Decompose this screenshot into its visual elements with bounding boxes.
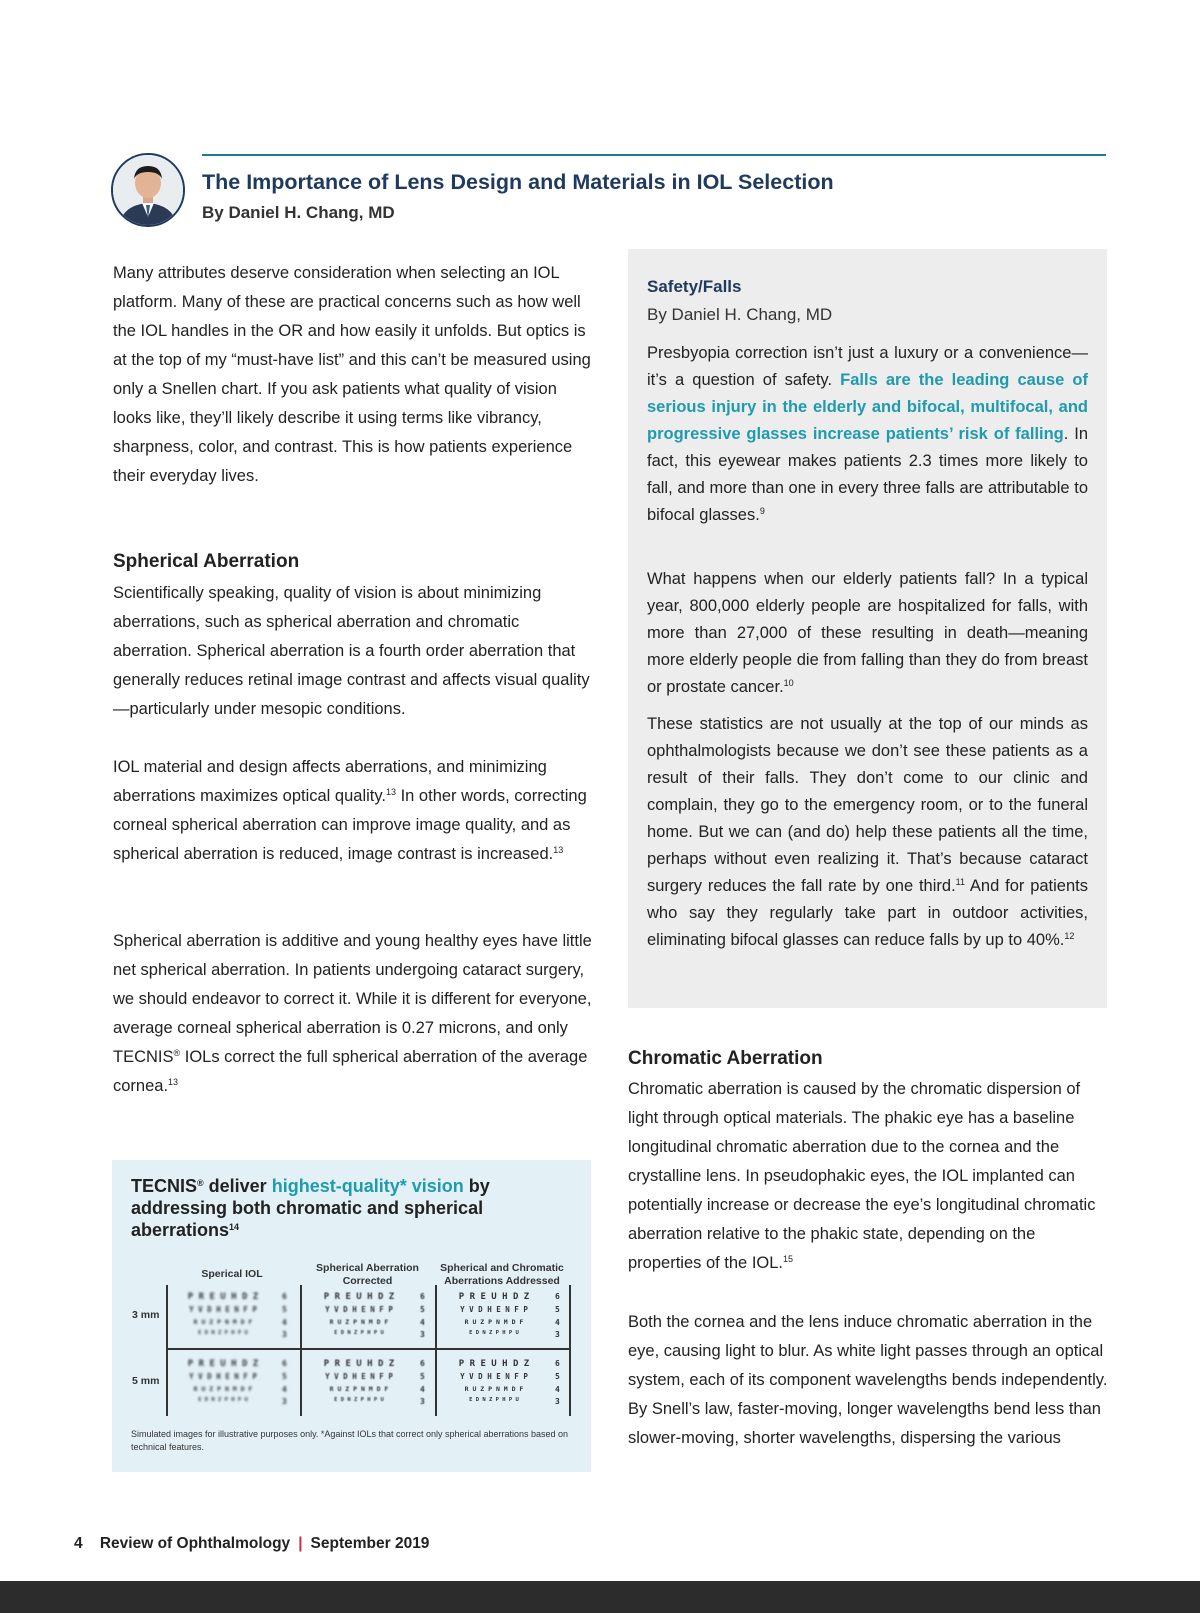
eye-chart-line: P R E U H D Z	[458, 1292, 530, 1302]
eye-chart-line: P R E U H D Z	[187, 1292, 259, 1302]
eye-chart-line-number: 6	[282, 1292, 287, 1301]
eye-chart-line: P R E U H D Z	[323, 1292, 395, 1302]
grid-line	[569, 1285, 571, 1416]
sidebar-byline: By Daniel H. Chang, MD	[647, 305, 833, 324]
column-label-sa-corrected: Spherical Aberration Corrected	[316, 1262, 419, 1287]
figure-heading-highlight: highest-quality* vision	[271, 1176, 464, 1196]
spherical-text-3b: IOLs correct the full spherical aberration of the average cornea.	[113, 1048, 588, 1095]
sidebar-paragraph-2	[647, 566, 1088, 701]
chromatic-text-1: Chromatic aberration is caused by the chromatic dispersion of light through optical materials. The phakic eye has a baseline longitudinal chromatic aberration due to the cornea and the crystalline lens. In pseudophakic eyes, the IOL implanted can potentially increase or decrease the eye’s longitudinal chromatic aberration relative to the phakic state, depending on the properties of the IOL.	[628, 1080, 1096, 1272]
eye-chart-line-number: 5	[282, 1305, 287, 1314]
eye-chart-line: Y V D H E N F P	[189, 1305, 257, 1314]
sidebar-highlight: Falls are the leading cause of serious injury in the elderly and bifocal, multifocal, and progressive glasses increase patients’ risk of falling	[647, 371, 1088, 443]
spherical-paragraph-2	[113, 753, 593, 869]
article-title: The Importance of Lens Design and Materials in IOL Selection	[202, 170, 834, 194]
figure-heading-text: deliver	[203, 1176, 272, 1196]
eye-chart-line-number: 6	[555, 1359, 560, 1368]
author-avatar	[111, 153, 185, 227]
citation-12: 12	[1064, 931, 1075, 941]
eye-chart-line: Y V D H E N F P	[325, 1372, 393, 1381]
eye-chart-line: P R E U H D Z	[323, 1359, 395, 1369]
eye-chart-line: R U Z P N M D F	[329, 1318, 389, 1326]
eye-chart-line-number: 5	[555, 1305, 560, 1314]
eye-chart-line: Y V D H E N F P	[460, 1372, 528, 1381]
bottom-bar	[0, 1581, 1200, 1613]
eye-chart-line-number: 3	[555, 1330, 560, 1339]
eye-chart-line-number: 3	[282, 1330, 287, 1339]
sidebar-text-3b: And for patients who say they regularly take part in outdoor activities, eliminating bifocal glasses can reduce falls by up to 40%.	[647, 877, 1088, 949]
figure-heading-brand: TECNIS	[131, 1176, 198, 1196]
registered-mark: ®	[197, 1178, 204, 1188]
eye-chart-line: E D N Z P H P U	[469, 1397, 519, 1403]
eye-chart-line: E D N Z P H P U	[334, 1330, 384, 1336]
chromatic-text-2: Both the cornea and the lens induce chromatic aberration in the eye, causing light to blur. As white light passes through an optical system, each of its component wavelengths bends independently. By Snell’s law, faster-moving, longer wavelengths bend less than slower-moving, shorter wavelengths, dispersing the various	[628, 1313, 1108, 1447]
eye-chart-line: R U Z P N M D F	[329, 1385, 389, 1393]
sidebar-text-1b: . In fact, this eyewear makes patients 2.3 times more likely to fall, and more than one in every three falls are attributable to bifocal glasses.	[647, 425, 1089, 524]
eye-chart-line: R U Z P N M D F	[193, 1318, 253, 1326]
intro-paragraph	[113, 259, 593, 491]
registered-mark: ®	[173, 1048, 181, 1058]
eye-chart-line-number: 6	[555, 1292, 560, 1301]
eye-chart-line: P R E U H D Z	[458, 1359, 530, 1369]
figure-heading	[131, 1175, 581, 1241]
eye-chart-line-number: 3	[420, 1397, 425, 1406]
citation-13: 13	[553, 845, 564, 855]
eye-chart-line-number: 6	[420, 1359, 425, 1368]
citation-10: 10	[783, 678, 794, 688]
eye-chart-line: Y V D H E N F P	[325, 1305, 393, 1314]
eye-chart-line-number: 5	[420, 1372, 425, 1381]
eye-chart-5mm-sa-corrected	[306, 1357, 430, 1411]
citation-13: 13	[168, 1077, 179, 1087]
publication-name: Review of Ophthalmology	[99, 1535, 291, 1552]
page-number: 4	[74, 1535, 83, 1552]
chromatic-paragraph-2	[628, 1308, 1108, 1453]
citation-14: 14	[229, 1222, 240, 1232]
citation-15: 15	[783, 1254, 794, 1264]
eye-chart-line: E D N Z P H P U	[198, 1330, 248, 1336]
column-label-sa-ca-addressed: Spherical and Chromatic Aberrations Addressed	[440, 1262, 564, 1287]
row-label-5mm: 5 mm	[132, 1375, 160, 1387]
eye-chart-line: R U Z P N M D F	[464, 1385, 524, 1393]
sidebar-text-3a: These statistics are not usually at the top of our minds as ophthalmologists because we don’t see these patients as a result of their falls. They don’t come to our clinic and complain, they go to the emergency room, or to the funeral home. But we can (and do) help these patients all the time, perhaps without even realizing it. That’s because cataract surgery reduces the fall rate by one third.	[647, 715, 1088, 895]
spherical-text-2b: In other words, correcting corneal spherical aberration can improve image quality, and as spherical aberration is reduced, image contrast is increased.	[113, 787, 587, 863]
eye-chart-line-number: 3	[420, 1330, 425, 1339]
column-label-spherical-iol: Sperical IOL	[201, 1268, 263, 1280]
citation-9: 9	[759, 506, 765, 516]
header-rule	[202, 154, 1106, 156]
chromatic-paragraph-1	[628, 1075, 1108, 1278]
eye-chart-line-number: 4	[282, 1318, 287, 1327]
sidebar-text-1a: Presbyopia correction isn’t just a luxury or a convenience—it’s a question of safety.	[647, 344, 1088, 389]
eye-chart-line: E D N Z P H P U	[469, 1330, 519, 1336]
eye-chart-line-number: 5	[282, 1372, 287, 1381]
spherical-paragraph-1	[113, 579, 593, 724]
issue-date: September 2019	[310, 1535, 430, 1552]
eye-chart-line-number: 4	[420, 1318, 425, 1327]
spherical-aberration-heading: Spherical Aberration	[113, 551, 300, 572]
grid-line	[166, 1285, 168, 1416]
sidebar-paragraph-3	[647, 711, 1088, 954]
spherical-text-3a: Spherical aberration is additive and young healthy eyes have little net spherical aberration. In patients undergoing cataract surgery, we should endeavor to correct it. While it is different for everyone, average corneal spherical aberration is 0.27 microns, and only TECNIS	[113, 932, 592, 1066]
eye-chart-line: P R E U H D Z	[187, 1359, 259, 1369]
sidebar-text-2: What happens when our elderly patients fall? In a typical year, 800,000 elderly people are hospitalized for falls, with more than 27,000 of these resulting in death—meaning more elderly people die from falling than they do from breast or prostate cancer.	[647, 570, 1088, 696]
eye-chart-line-number: 3	[555, 1397, 560, 1406]
intro-text: Many attributes deserve consideration when selecting an IOL platform. Many of these are practical concerns such as how well the IOL handles in the OR and how easily it unfolds. But optics is at the top of my “must-have list” and this can’t be measured using only a Snellen chart. If you ask patients what quality of vision looks like, they’ll likely describe it using terms like vibrancy, sharpness, color, and contrast. This is how patients experience their everyday lives.	[113, 264, 591, 485]
eye-chart-line: R U Z P N M D F	[464, 1318, 524, 1326]
eye-chart-line-number: 4	[555, 1385, 560, 1394]
eye-chart-line-number: 4	[282, 1385, 287, 1394]
eye-chart-line: R U Z P N M D F	[193, 1385, 253, 1393]
eye-chart-3mm-sa-corrected	[306, 1290, 430, 1344]
eye-chart-line-number: 3	[282, 1397, 287, 1406]
article-byline: By Daniel H. Chang, MD	[202, 203, 395, 222]
eye-chart-line-number: 5	[420, 1305, 425, 1314]
eye-chart-line-number: 4	[420, 1385, 425, 1394]
eye-chart-line-number: 5	[555, 1372, 560, 1381]
eye-chart-5mm-spherical	[172, 1357, 292, 1411]
page-footer	[74, 1535, 429, 1553]
chromatic-aberration-heading: Chromatic Aberration	[628, 1048, 823, 1069]
spherical-text-2a: IOL material and design affects aberrations, and minimizing aberrations maximizes optical quality.	[113, 758, 547, 805]
footer-separator: |	[298, 1535, 303, 1552]
eye-chart-3mm-sa-ca	[441, 1290, 565, 1344]
figure-heading-text-2: by addressing both chromatic and spherical aberrations	[131, 1176, 490, 1240]
grid-line	[166, 1348, 570, 1350]
figure-footnote: Simulated images for illustrative purposes only. *Against IOLs that correct only spherical aberrations based on technical features.	[131, 1429, 569, 1452]
eye-chart-line: Y V D H E N F P	[460, 1305, 528, 1314]
author-portrait-icon	[113, 155, 183, 225]
sidebar-title: Safety/Falls	[647, 277, 742, 296]
row-label-3mm: 3 mm	[132, 1309, 160, 1321]
eye-chart-line: E D N Z P H P U	[198, 1397, 248, 1403]
eye-chart-line: Y V D H E N F P	[189, 1372, 257, 1381]
spherical-paragraph-3	[113, 927, 593, 1101]
eye-chart-3mm-spherical	[172, 1290, 292, 1344]
eye-chart-5mm-sa-ca	[441, 1357, 565, 1411]
citation-11: 11	[955, 877, 965, 887]
eye-chart-line-number: 6	[282, 1359, 287, 1368]
eye-chart-line-number: 6	[420, 1292, 425, 1301]
spherical-text-1: Scientifically speaking, quality of vision is about minimizing aberrations, such as spherical aberration and chromatic aberration. Spherical aberration is a fourth order aberration that generally reduces retinal image contrast and affects visual quality—particularly under mesopic conditions.	[113, 584, 590, 718]
eye-chart-line: E D N Z P H P U	[334, 1397, 384, 1403]
grid-line	[435, 1285, 437, 1416]
sidebar-paragraph-1	[647, 340, 1088, 529]
citation-13: 13	[385, 787, 396, 797]
eye-chart-line-number: 4	[555, 1318, 560, 1327]
grid-line	[300, 1285, 302, 1416]
